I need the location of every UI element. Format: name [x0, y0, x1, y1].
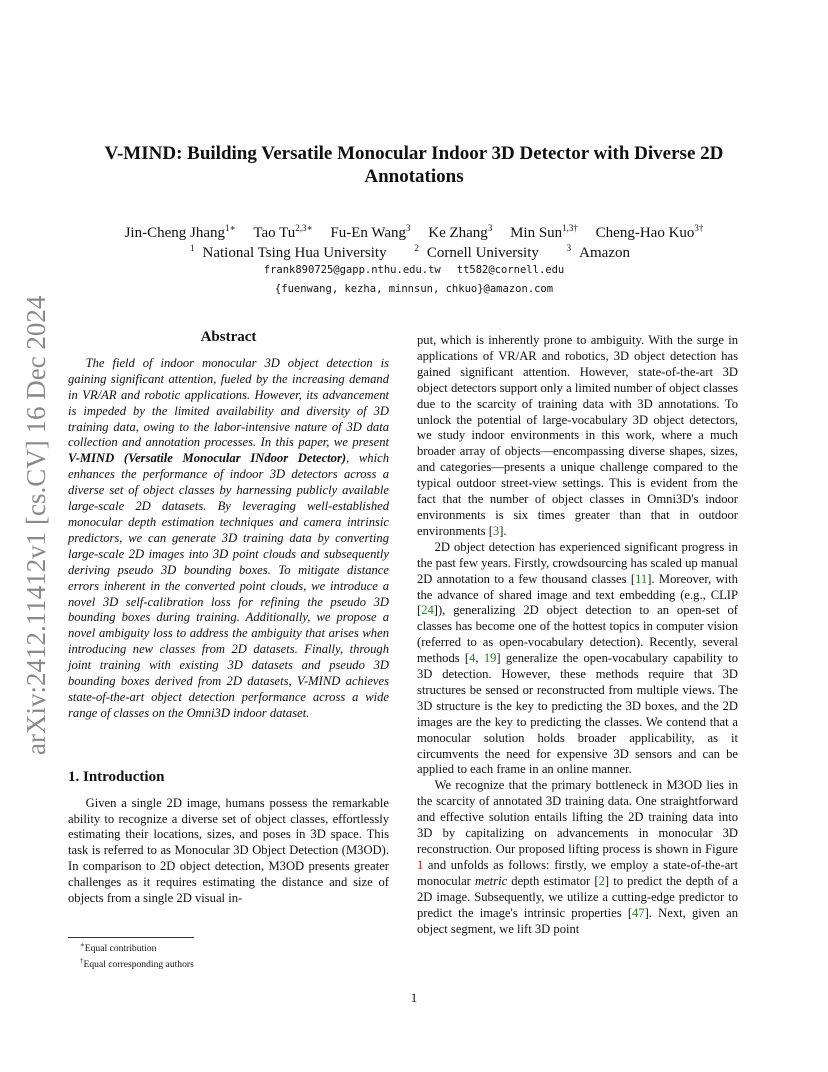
- footnotes: [68, 939, 398, 971]
- email[interactable]: frank890725@gapp.nthu.edu.tw: [263, 264, 441, 276]
- affiliation: $^2$ Cornell University: [414, 243, 539, 261]
- citation-link[interactable]: 3: [492, 523, 500, 538]
- author: Ke Zhang$^3$: [428, 223, 493, 241]
- citation-link[interactable]: 11: [635, 571, 648, 586]
- method-name: V-MIND (Versatile Monocular INdoor Detector): [68, 451, 347, 466]
- author: Cheng-Hao Kuo$^{3\dagger}$: [595, 223, 704, 241]
- citation-link[interactable]: 24: [421, 603, 434, 618]
- author: Jin-Cheng Jhang$^{1∗}$: [124, 223, 236, 241]
- author: Fu-En Wang$^3$: [330, 223, 411, 241]
- abstract-heading: Abstract: [200, 329, 257, 345]
- paper-title: V-MIND: Building Versatile Monocular Indoor 3D Detector with Diverse 2D Annotations: [104, 143, 724, 187]
- footnote: †Equal corresponding authors: [80, 957, 194, 971]
- arxiv-identifier: arXiv:2412.11412v1 [cs.CV] 16 Dec 2024: [21, 295, 51, 755]
- affiliation: $^3$ Amazon: [566, 243, 630, 261]
- affiliation: $^1$ National Tsing Hua University: [190, 243, 387, 261]
- abstract-text: The field of indoor monocular 3D object detection is gaining significant attention, fueled by the increasing demand in VR/AR and robotic applications. However, its advancement is impeded by the limited availability and diversity of 3D training data, owing to the labor-intensive nature of 3D data collection and annotation processes. In this paper, we present V-MIND (Versatile Monocular INdoor Detector), which enhances the performance of indoor 3D detectors across a diverse set of object classes by harnessing publicly available large-scale 2D datasets. By leveraging well-established monocular depth estimation techniques and camera intrinsic predictors, we can generate 3D training data by converting large-scale 2D images into 3D point clouds and subsequently deriving pseudo 3D bounding boxes. To mitigate distance errors inherent in the converted point clouds, we introduce a novel 3D self-calibration loss for refining the pseudo 3D bounding boxes during training. Additionally, we propose a novel ambiguity loss to address the ambiguity that arises when introducing new classes from 2D datasets. Finally, through joint training with existing 3D datasets and pseudo 3D bounding boxes derived from 2D datasets, V-MIND achieves state-of-the-art object detection performance across a wide range of classes on the Omni3D indoor dataset.: [68, 355, 389, 720]
- author: Tao $Tu^{2,3∗}$: [253, 223, 313, 241]
- affiliation-list: [80, 238, 748, 263]
- body-paragraph: put, which is inherently prone to ambiguity. With the surge in applications of VR/AR and robotics, 3D object detection has gained significant attention. However, state-of-the-art 3D object detectors support only a limited number of object classes due to the scarcity of training data with 3D annotations. To unlock the potential of large-vocabulary 3D object detectors, we study indoor environments in this work, where a much broader array of objects—encompassing diverse shapes, sizes, and categories—presents a unique challenge compared to the typical outdoor street-view settings. This is evident from the fact that the number of object classes in Omni3D's indoor environments is six times greater than that in outdoor environments [3].: [417, 333, 738, 538]
- section-heading: 1. Introduction: [68, 768, 165, 785]
- left-column: [68, 330, 389, 907]
- email[interactable]: {fuenwang, kezha, minnsun, chkuo}@amazon.com: [274, 283, 554, 295]
- body-paragraph: 2D object detection has experienced significant progress in the past few years. Firstly, crowdsourcing has scaled up manual 2D annotation to a few thousand classes [11]. Moreover, with the advance of shared image and text embedding (e.g., CLIP [24]), generalizing 2D object detection to an open-set of classes has become one of the hottest topics in computer vision (referred to as open-vocabulary detection). Recently, several methods [4, 19] generalize the open-vocabulary capability to 3D detection. However, these methods require that 3D structures be sensed or reconstructed from multiple views. The 3D structure is the key to predicting the 3D boxes, and the 2D images are the key to predicting the classes. We contend that a monocular solution holds broader applicability, as it circumvents the need for expensive 3D sensors and can be applied to each frame in an online manner.: [417, 539, 738, 777]
- author: Min Sun$^{1,3\dagger}$: [510, 223, 578, 241]
- page-number: 1: [410, 990, 418, 1005]
- body-paragraph: We recognize that the primary bottleneck in M3OD lies in the scarcity of annotated 3D training data. One straightforward and effective solution entails lifting the 2D training data into 3D by capitalizing on advancements in monocular 3D reconstruction. Our proposed lifting process is shown in Figure 1 and unfolds as follows: firstly, we employ a state-of-the-art monocular metric depth estimator [2] to predict the depth of a 2D image. Subsequently, we utilize a cutting-edge predictor to predict the image's intrinsic properties [47]. Next, given an object segment, we lift 3D point: [417, 778, 738, 936]
- email-block: [80, 261, 748, 299]
- right-column: [417, 333, 738, 937]
- footnote: ∗Equal contribution: [80, 941, 157, 955]
- citation-link[interactable]: 2: [598, 873, 605, 888]
- footnote-divider: [68, 937, 194, 938]
- citation-link[interactable]: 4: [469, 651, 476, 666]
- intro-paragraph: Given a single 2D image, humans possess the remarkable ability to recognize a diverse set of object classes, effortlessly estimating their locations, sizes, and poses in 3D space. This task is referred to as Monocular 3D Object Detection (M3OD). In comparison to 2D object detection, M3OD presents greater challenges as it requires estimating the distance and size of objects from a single 2D visual in-: [68, 795, 389, 906]
- email[interactable]: tt582@cornell.edu: [456, 264, 565, 276]
- citation-link[interactable]: 19: [483, 651, 497, 666]
- figure-link[interactable]: 1: [417, 857, 424, 872]
- citation-link[interactable]: 47: [632, 905, 645, 920]
